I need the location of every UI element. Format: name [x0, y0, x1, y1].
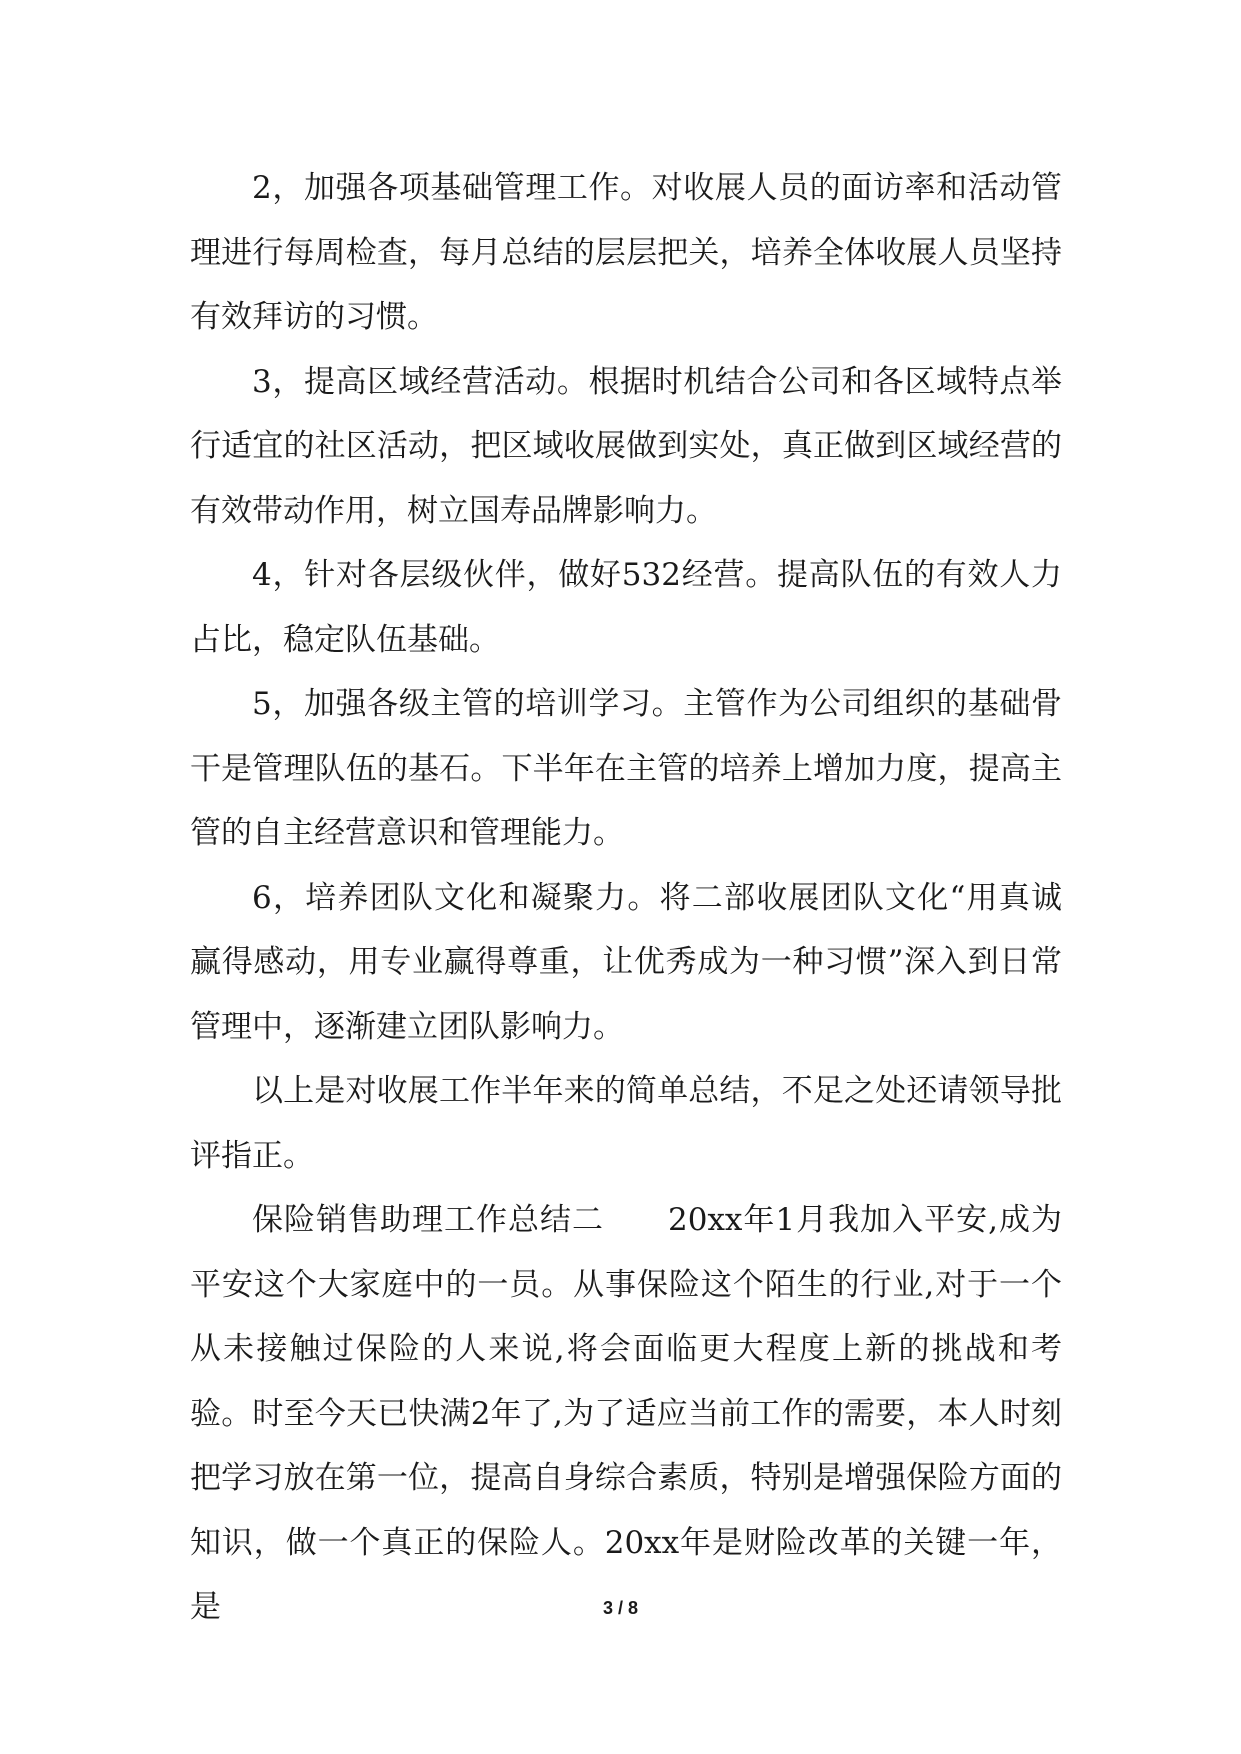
page-number: 3 / 8	[602, 1598, 639, 1618]
section-two-paragraph: 保险销售助理工作总结二 20xx年1月我加入平安,成为平安这个大家庭中的一员。从事保险这个陌生的行业,对于一个从未接触过保险的人来说,将会面临更大程度上新的挑战和考验。时至今天已快满2年了,为了适应当前工作的需要，本人时刻把学习放在第一位，提高自身综合素质，特别是增强保险方面的知识，做一个真正的保险人。20xx年是财险改革的关键一年，是	[190, 1202, 1062, 1625]
paragraph-item-6: 6，培养团队文化和凝聚力。将二部收展团队文化“用真诚赢得感动，用专业赢得尊重，让优秀成为一种习惯”深入到日常管理中，逐渐建立团队影响力。	[190, 879, 1062, 1045]
paragraph-item-5: 5，加强各级主管的培训学习。主管作为公司组织的基础骨干是管理队伍的基石。下半年在主管的培养上增加力度，提高主管的自主经营意识和管理能力。	[190, 686, 1062, 851]
paragraph-item-2: 2，加强各项基础管理工作。对收展人员的面访率和活动管理进行每周检查，每月总结的层层把关，培养全体收展人员坚持有效拜访的习惯。	[190, 170, 1062, 335]
closing-paragraph: 以上是对收展工作半年来的简单总结，不足之处还请领导批评指正。	[190, 1073, 1062, 1174]
document-body	[190, 156, 1062, 1640]
paragraph-item-3: 3，提高区域经营活动。根据时机结合公司和各区域特点举行适宜的社区活动，把区域收展做到实处，真正做到区域经营的有效带动作用，树立国寿品牌影响力。	[190, 363, 1062, 529]
paragraph-item-4: 4，针对各层级伙伴，做好532经营。提高队伍的有效人力占比，稳定队伍基础。	[190, 557, 1062, 658]
